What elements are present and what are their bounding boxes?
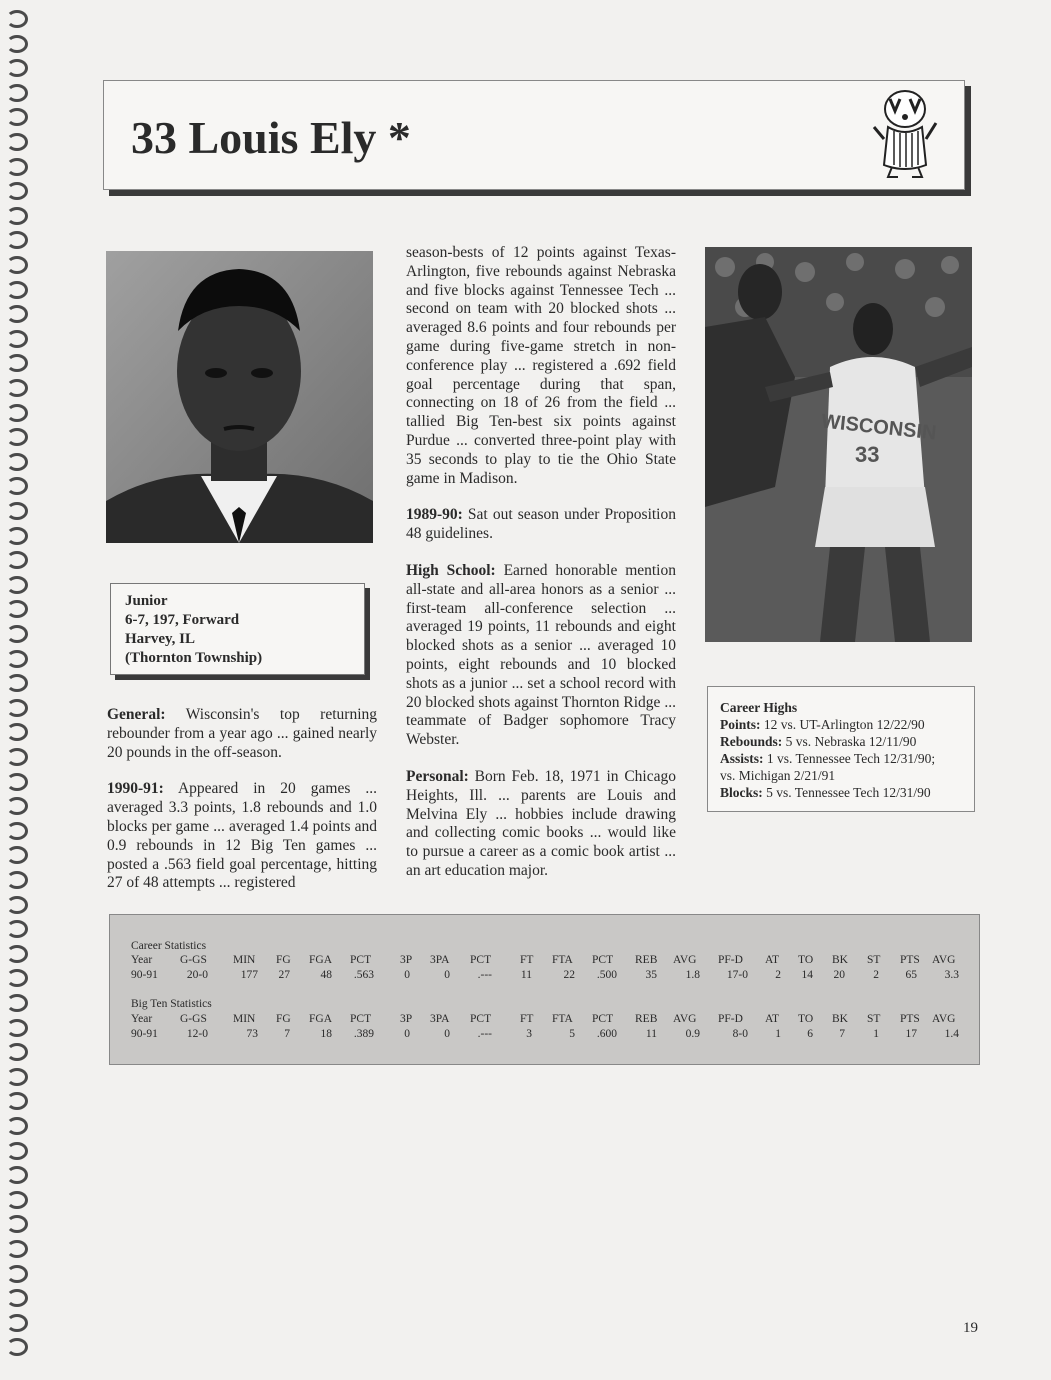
bigten-row-cell: 90-91 [131, 1028, 158, 1040]
bigten-header-cell: BK [832, 1013, 848, 1025]
career-header-cell: PCT [350, 954, 372, 966]
career-row-cell: .563 [353, 969, 374, 981]
bigten-row-cell: .--- [477, 1028, 492, 1040]
bigten-row-cell: 7 [284, 1028, 290, 1040]
spiral-coil [6, 108, 28, 126]
bigten-header-cell: AVG [673, 1013, 697, 1025]
bigten-row-cell: .600 [596, 1028, 617, 1040]
spiral-coil [6, 1215, 28, 1233]
season-1990-91-text: Appeared in 20 games ... averaged 3.3 points, 1.8 rebounds and 1.0 blocks per game ... averaged 1.4 points and 0.9 rebounds in 12 Big Ten games ... posted a .563 field goal percentage, hitting 27 of 48 attempts ... registered [107, 780, 377, 892]
continued-text: season-bests of 12 points against Texas-Arlington, five rebounds against Nebraska and five blocks against Tennessee Tech ... second on team with 20 blocked shots ... averaged 8.6 points and four rebounds per game during five-game stretch in non-conference play ... registered a .692 field goal percentage during that span, connecting on 18 of 26 from the field ... tallied Big Ten-best six points against Purdue ... converted three-point play with 35 seconds to play to tie the Ohio State game in Madison. [406, 244, 676, 487]
spiral-coil [6, 84, 28, 102]
spiral-coil [6, 453, 28, 471]
career-header-cell: FT [520, 954, 534, 966]
spiral-coil [6, 773, 28, 791]
career-header-cell: 3P [400, 954, 413, 966]
bigten-header-cell: ST [867, 1013, 881, 1025]
bigten-row-cell: 18 [320, 1028, 332, 1040]
spiral-coil [6, 1068, 28, 1086]
bigten-header-cell: G-GS [180, 1013, 207, 1025]
spiral-coil [6, 748, 28, 766]
bigten-header-cell: MIN [233, 1013, 256, 1025]
spiral-coil [6, 379, 28, 397]
career-highs-box [707, 686, 975, 812]
bigten-header-cell: PTS [900, 1013, 920, 1025]
spiral-coil [6, 969, 28, 987]
career-header-cell: AVG [673, 954, 697, 966]
spiral-coil [6, 231, 28, 249]
career-header-cell: FG [276, 954, 291, 966]
career-header-cell: PCT [592, 954, 614, 966]
high-school-text: Earned honorable mention all-state and all-area honors as a senior ... first-team all-conference selection ... averaged 19 points, 11 rebounds and eight blocked shots as a senior ... averaged 10 points, eight rebounds and 10 blocked shots as a junior ... set a school record with 20 blocked shots against Thornton Ridge ... teammate of Badger sophomore Tracy Webster. [406, 561, 676, 749]
bigten-row-cell: 0.9 [685, 1028, 700, 1040]
bigten-row-cell: 1.4 [944, 1028, 959, 1040]
spiral-coil [6, 600, 28, 618]
headshot-photo [106, 251, 373, 543]
rebounds-label: Rebounds: [720, 734, 783, 749]
spiral-coil [6, 846, 28, 864]
career-row-cell: .500 [596, 969, 617, 981]
page-title: 33 Louis Ely * [131, 112, 411, 163]
career-header-cell: BK [832, 954, 848, 966]
player-hometown: Harvey, IL [125, 631, 195, 647]
career-row-cell: 22 [563, 969, 575, 981]
bigten-header-cell: FT [520, 1013, 534, 1025]
bigten-row-cell: .389 [353, 1028, 374, 1040]
spiral-coil [6, 1043, 28, 1061]
career-row-cell: 65 [905, 969, 917, 981]
bigten-header-cell: TO [798, 1013, 814, 1025]
career-highs-title: Career Highs [720, 700, 798, 715]
career-header-cell: PCT [470, 954, 492, 966]
spiral-coil [6, 428, 28, 446]
bigten-row-cell: 0 [404, 1028, 410, 1040]
career-header-cell: G-GS [180, 954, 207, 966]
rebounds-value: 5 vs. Nebraska 12/11/90 [782, 734, 917, 749]
career-row-cell: 20 [833, 969, 845, 981]
statistics-table [109, 914, 980, 1065]
spiral-coil [6, 723, 28, 741]
spiral-coil [6, 207, 28, 225]
spiral-coil [6, 1166, 28, 1184]
bio-column-1 [107, 706, 377, 911]
bigten-stats-title: Big Ten Statistics [131, 998, 212, 1010]
player-class: Junior [125, 593, 168, 609]
spiral-coil [6, 576, 28, 594]
personal-text: Born Feb. 18, 1971 in Chicago Heights, Ill. ... parents are Louis and Melvina Ely ... hobbies include drawing and collecting comic books ... would like to pursue a career as a comic book artist ... an art education major. [406, 767, 676, 879]
bigten-header-cell: PCT [592, 1013, 614, 1025]
bigten-row-cell: 6 [807, 1028, 813, 1040]
career-row-cell: 3.3 [944, 969, 959, 981]
career-high-blocks [720, 784, 962, 801]
spiral-coil [6, 10, 28, 28]
spiral-coil [6, 158, 28, 176]
spiral-coil [6, 1117, 28, 1135]
career-header-cell: FTA [552, 954, 573, 966]
bigten-header-cell: FGA [309, 1013, 333, 1025]
general-label: General: [107, 706, 166, 723]
career-row-cell: 11 [520, 969, 532, 981]
career-row-cell: 0 [404, 969, 410, 981]
spiral-coil [6, 920, 28, 938]
bigten-header-cell: FTA [552, 1013, 573, 1025]
spiral-coil [6, 59, 28, 77]
career-high-assists [720, 750, 962, 767]
career-header-cell: REB [635, 954, 658, 966]
career-stats-title: Career Statistics [131, 940, 207, 952]
spiral-coil [6, 625, 28, 643]
career-high-assists-2: vs. Michigan 2/21/91 [720, 768, 836, 783]
career-header-cell: PTS [900, 954, 920, 966]
spiral-coil [6, 994, 28, 1012]
general-text: Wisconsin's top returning rebounder from a year ago ... gained nearly 20 pounds in the off-season. [107, 706, 377, 761]
spiral-coil [6, 1314, 28, 1332]
spiral-coil [6, 1191, 28, 1209]
spiral-coil [6, 404, 28, 422]
season-1990-91-paragraph [107, 780, 377, 893]
spiral-coil [6, 1092, 28, 1110]
spiral-coil [6, 1289, 28, 1307]
badger-mascot-icon [870, 87, 940, 179]
career-row-cell: 35 [645, 969, 657, 981]
season-1989-90-paragraph [406, 506, 676, 544]
bigten-row-cell: 11 [645, 1028, 657, 1040]
spiral-coil [6, 1142, 28, 1160]
career-header-cell: PF-D [718, 954, 743, 966]
bigten-header-cell: PCT [350, 1013, 372, 1025]
career-row-cell: .--- [477, 969, 492, 981]
career-header-cell: 3PA [430, 954, 450, 966]
player-info-box [110, 583, 365, 675]
spiral-coil [6, 330, 28, 348]
bigten-header-cell: PF-D [718, 1013, 743, 1025]
spiral-coil [6, 551, 28, 569]
season-1990-91-label: 1990-91: [107, 780, 164, 798]
bigten-row-cell: 17 [905, 1028, 917, 1040]
career-row-cell: 177 [240, 969, 258, 981]
career-row-cell: 20-0 [186, 969, 208, 981]
blocks-value: 5 vs. Tennessee Tech 12/31/90 [762, 785, 931, 800]
bigten-row-cell: 0 [444, 1028, 450, 1040]
career-high-points [720, 716, 962, 733]
career-high-rebounds [720, 733, 962, 750]
bigten-header-cell: Year [131, 1013, 153, 1025]
spiral-coil [6, 182, 28, 200]
career-row-cell: 0 [444, 969, 450, 981]
spiral-coil [6, 502, 28, 520]
spiral-coil [6, 354, 28, 372]
assists-value: 1 vs. Tennessee Tech 12/31/90; [763, 751, 936, 766]
player-high-school: (Thornton Township) [125, 650, 263, 666]
bigten-header-cell: 3PA [430, 1013, 450, 1025]
bigten-row-cell: 5 [569, 1028, 575, 1040]
player-size-position: 6-7, 197, Forward [125, 612, 240, 628]
points-value: 12 vs. UT-Arlington 12/22/90 [760, 717, 925, 732]
spiral-coil [6, 1019, 28, 1037]
spiral-coil [6, 650, 28, 668]
spiral-coil [6, 871, 28, 889]
career-header-cell: Year [131, 954, 153, 966]
bigten-row-cell: 12-0 [186, 1028, 208, 1040]
spiral-coil [6, 1240, 28, 1258]
blocks-label: Blocks: [720, 785, 763, 800]
career-header-cell: FGA [309, 954, 333, 966]
career-header-cell: ST [867, 954, 881, 966]
spiral-coil [6, 896, 28, 914]
bio-column-2 [406, 244, 676, 899]
spiral-coil [6, 35, 28, 53]
personal-paragraph [406, 768, 676, 881]
title-box [103, 80, 965, 190]
assists-label: Assists: [720, 751, 764, 766]
career-row-cell: 48 [320, 969, 332, 981]
spiral-coil [6, 1338, 28, 1356]
bigten-header-cell: 3P [400, 1013, 413, 1025]
career-row-cell: 2 [775, 969, 781, 981]
bigten-row-cell: 7 [839, 1028, 845, 1040]
bigten-row-cell: 3 [526, 1028, 532, 1040]
season-1989-90-text: Sat out season under Proposition 48 guidelines. [406, 506, 676, 543]
bigten-row-cell: 1 [775, 1028, 781, 1040]
career-header-cell: MIN [233, 954, 256, 966]
personal-label: Personal: [406, 767, 469, 785]
spiral-coil [6, 822, 28, 840]
continued-paragraph [406, 244, 676, 488]
career-row-cell: 2 [873, 969, 879, 981]
season-1989-90-label: 1989-90: [406, 506, 463, 524]
bigten-header-cell: PCT [470, 1013, 492, 1025]
bigten-row-cell: 8-0 [732, 1028, 748, 1040]
page-number: 19 [963, 1320, 978, 1336]
spiral-binding [2, 10, 28, 1380]
career-row-cell: 1.8 [685, 969, 700, 981]
points-label: Points: [720, 717, 761, 732]
svg-text:33: 33 [855, 442, 880, 467]
spiral-coil [6, 945, 28, 963]
career-row-cell: 14 [801, 969, 813, 981]
high-school-paragraph [406, 562, 676, 750]
action-photo [705, 247, 972, 642]
career-row-cell: 90-91 [131, 969, 158, 981]
bigten-header-cell: AT [765, 1013, 780, 1025]
spiral-coil [6, 281, 28, 299]
career-header-cell: AVG [932, 954, 956, 966]
spiral-coil [6, 699, 28, 717]
bigten-row-cell: 73 [246, 1028, 258, 1040]
career-header-cell: TO [798, 954, 814, 966]
bigten-header-cell: REB [635, 1013, 658, 1025]
spiral-coil [6, 1265, 28, 1283]
spiral-coil [6, 133, 28, 151]
general-paragraph [107, 706, 377, 762]
spiral-coil [6, 305, 28, 323]
bigten-row-cell: 1 [873, 1028, 879, 1040]
spiral-coil [6, 477, 28, 495]
career-row-cell: 17-0 [726, 969, 748, 981]
spiral-coil [6, 797, 28, 815]
career-row-cell: 27 [278, 969, 290, 981]
bigten-header-cell: AVG [932, 1013, 956, 1025]
spiral-coil [6, 256, 28, 274]
high-school-label: High School: [406, 561, 496, 579]
svg-text:WISCONSIN: WISCONSIN [820, 410, 938, 445]
spiral-coil [6, 527, 28, 545]
career-header-cell: AT [765, 954, 780, 966]
spiral-coil [6, 674, 28, 692]
bigten-header-cell: FG [276, 1013, 291, 1025]
